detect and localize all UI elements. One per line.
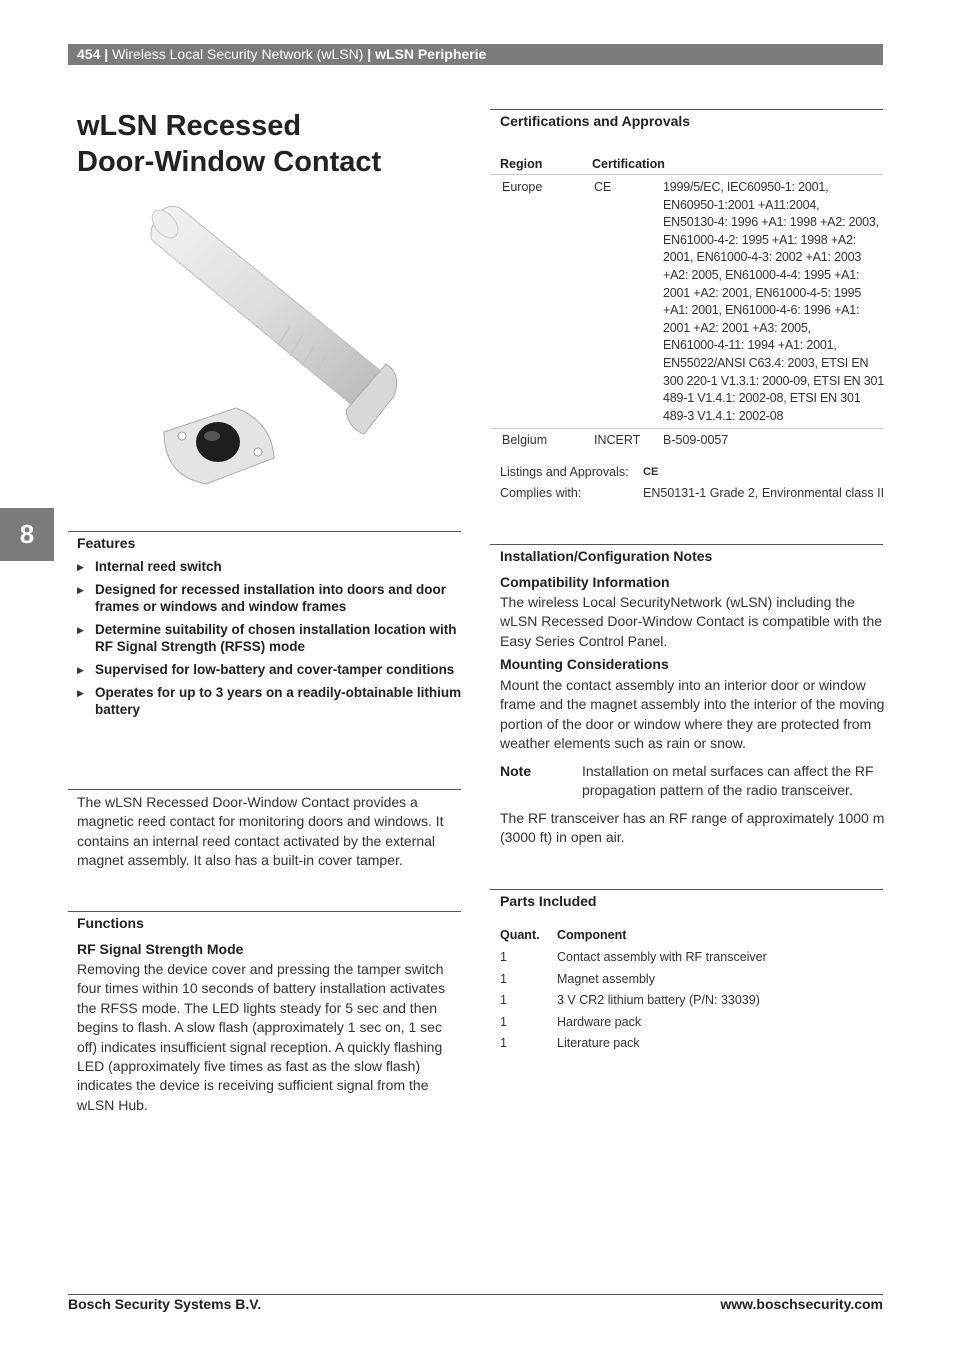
bullet-icon: ▶ <box>77 585 84 595</box>
parts-rule <box>490 889 883 890</box>
cert-detail-belgium: B-509-0057 <box>663 433 729 447</box>
note-text: Installation on metal surfaces can affect the RF propagation pattern of the radio transceiver. <box>582 763 874 799</box>
features-rule <box>68 531 461 532</box>
bullet-icon: ▶ <box>77 665 84 675</box>
cert-region-belgium: Belgium <box>502 433 548 447</box>
parts-col-component: Component <box>557 928 627 942</box>
header-section: Wireless Local Security Network (wLSN) <box>112 46 364 62</box>
feature-item: ▶ Internal reed switch <box>77 559 222 574</box>
listings-label: Listings and Approvals: <box>500 465 629 479</box>
bullet-icon: ▶ <box>77 625 84 635</box>
parts-component: Literature pack <box>557 1036 640 1050</box>
cert-type-belgium: INCERT <box>594 433 641 447</box>
parts-heading: Parts Included <box>500 893 597 909</box>
features-heading: Features <box>77 535 136 551</box>
header-separator: | <box>104 46 113 62</box>
description-rule <box>68 789 461 790</box>
compat-heading: Compatibility Information <box>500 574 670 590</box>
magnet-core <box>196 422 240 462</box>
installation-heading: Installation/Configuration Notes <box>500 548 713 564</box>
parts-component: 3 V CR2 lithium battery (P/N: 33039) <box>557 993 760 1007</box>
cert-header-rule <box>490 174 883 175</box>
footer-company: Bosch Security Systems B.V. <box>68 1296 262 1312</box>
parts-col-quant: Quant. <box>500 928 540 942</box>
page-title-line-2: Door-Window Contact <box>77 146 382 178</box>
mount-heading: Mounting Considerations <box>500 656 669 672</box>
parts-quant: 1 <box>500 972 507 986</box>
complies-label: Complies with: <box>500 486 582 500</box>
functions-rule <box>68 911 461 912</box>
bullet-icon: ▶ <box>77 688 84 698</box>
cert-region-europe: Europe <box>502 180 543 194</box>
cert-detail-europe: 1999/5/EC, IEC60950-1: 2001, EN60950-1:2001 +A11:2004, EN50130-4: 1996 +A1: 1998 +A2: 2003, EN61000-4-2: 1995 +A1: 1998 +A2: 2001, EN61000-4-3: 2002 +A1: 2003 +A2: 2005, EN61000-4-4: 1995 +A1: 2001 +A2: 2001, EN61000-4-5: 1995 +A1: 2001, EN61000-4-6: 1996 +A1: 2001 +A2: 2001 +A3: 2005, EN61000-4-11: 1994 +A1: 2001, EN55022/ANSI C63.4: 2003, ETSI EN 300 220-1 V1.3.1: 2000-09, ETSI EN 301 489-1 V1.4.1: 2002-08, ETSI EN 301 489-3 V1.4.1: 2002-08 <box>663 180 885 423</box>
functions-heading: Functions <box>77 915 144 931</box>
cert-rule <box>490 109 883 110</box>
page-number: 454 <box>77 46 101 62</box>
parts-component: Hardware pack <box>557 1015 642 1029</box>
note-label: Note <box>500 763 532 779</box>
description-text: The wLSN Recessed Door-Window Contact provides a magnetic reed contact for monitoring doors and windows. It contains an internal reed contact activated by the external magnet assembly. It also has a built-in cover tamper. <box>77 794 444 869</box>
parts-component: Magnet assembly <box>557 972 655 986</box>
footer-rule <box>68 1294 883 1295</box>
cert-type-europe: CE <box>594 180 612 194</box>
rfss-heading: RF Signal Strength Mode <box>77 941 244 957</box>
parts-quant: 1 <box>500 1036 507 1050</box>
parts-component: Contact assembly with RF transceiver <box>557 950 767 964</box>
bullet-icon: ▶ <box>77 562 84 572</box>
range-text: The RF transceiver has an RF range of approximately 1000 m (3000 ft) in open air. <box>500 810 885 846</box>
footer-website[interactable]: www.boschsecurity.com <box>720 1296 883 1312</box>
cert-col-region: Region <box>500 157 543 171</box>
product-image <box>150 196 420 496</box>
contact-body <box>151 206 382 410</box>
parts-quant: 1 <box>500 1015 507 1029</box>
mount-text: Mount the contact assembly into an interior door or window frame and the magnet assembly into the interior of the moving portion of the door or window where they are protected from weather elements such as rain or snow. <box>500 677 885 752</box>
feature-item: ▶ Designed for recessed installation into doors and door frames or windows and window frames <box>77 582 447 614</box>
feature-item: ▶ Operates for up to 3 years on a readily-obtainable lithium battery <box>77 685 462 717</box>
cert-row-rule <box>490 428 883 429</box>
page-header-bar <box>68 44 883 65</box>
feature-item: ▶ Determine suitability of chosen installation location with RF Signal Strength (RFSS) mode <box>77 622 457 654</box>
ce-mark-icon: CE <box>643 466 659 478</box>
parts-quant: 1 <box>500 950 507 964</box>
feature-item: ▶ Supervised for low-battery and cover-tamper conditions <box>77 662 455 677</box>
features-list <box>77 558 465 724</box>
complies-value: EN50131-1 Grade 2, Environmental class II <box>643 486 885 500</box>
rfss-text: Removing the device cover and pressing the tamper switch four times within 10 seconds of battery installation activates the RFSS mode. The LED lights steady for 5 sec and then begins to flash. A slow flash (approximately 1 sec on, 1 sec off) indicates insufficient signal reception. A quickly flashing LED (approximately five times as fast as the slow flash) indicates the device is receiving sufficient signal from the wLSN Hub. <box>77 961 446 1113</box>
page-title-line-1: wLSN Recessed <box>77 110 302 142</box>
header-subsection: wLSN Peripherie <box>375 46 487 62</box>
compat-text: The wireless Local SecurityNetwork (wLSN) including the wLSN Recessed Door-Window Contact is compatible with the Easy Series Control Panel. <box>500 594 883 649</box>
parts-quant: 1 <box>500 993 507 1007</box>
installation-rule <box>490 544 883 545</box>
chapter-tab: 8 <box>0 508 54 561</box>
header-separator-2: | <box>367 46 376 62</box>
page-title <box>77 108 467 180</box>
cert-heading: Certifications and Approvals <box>500 113 691 129</box>
cert-col-certification: Certification <box>592 157 665 171</box>
